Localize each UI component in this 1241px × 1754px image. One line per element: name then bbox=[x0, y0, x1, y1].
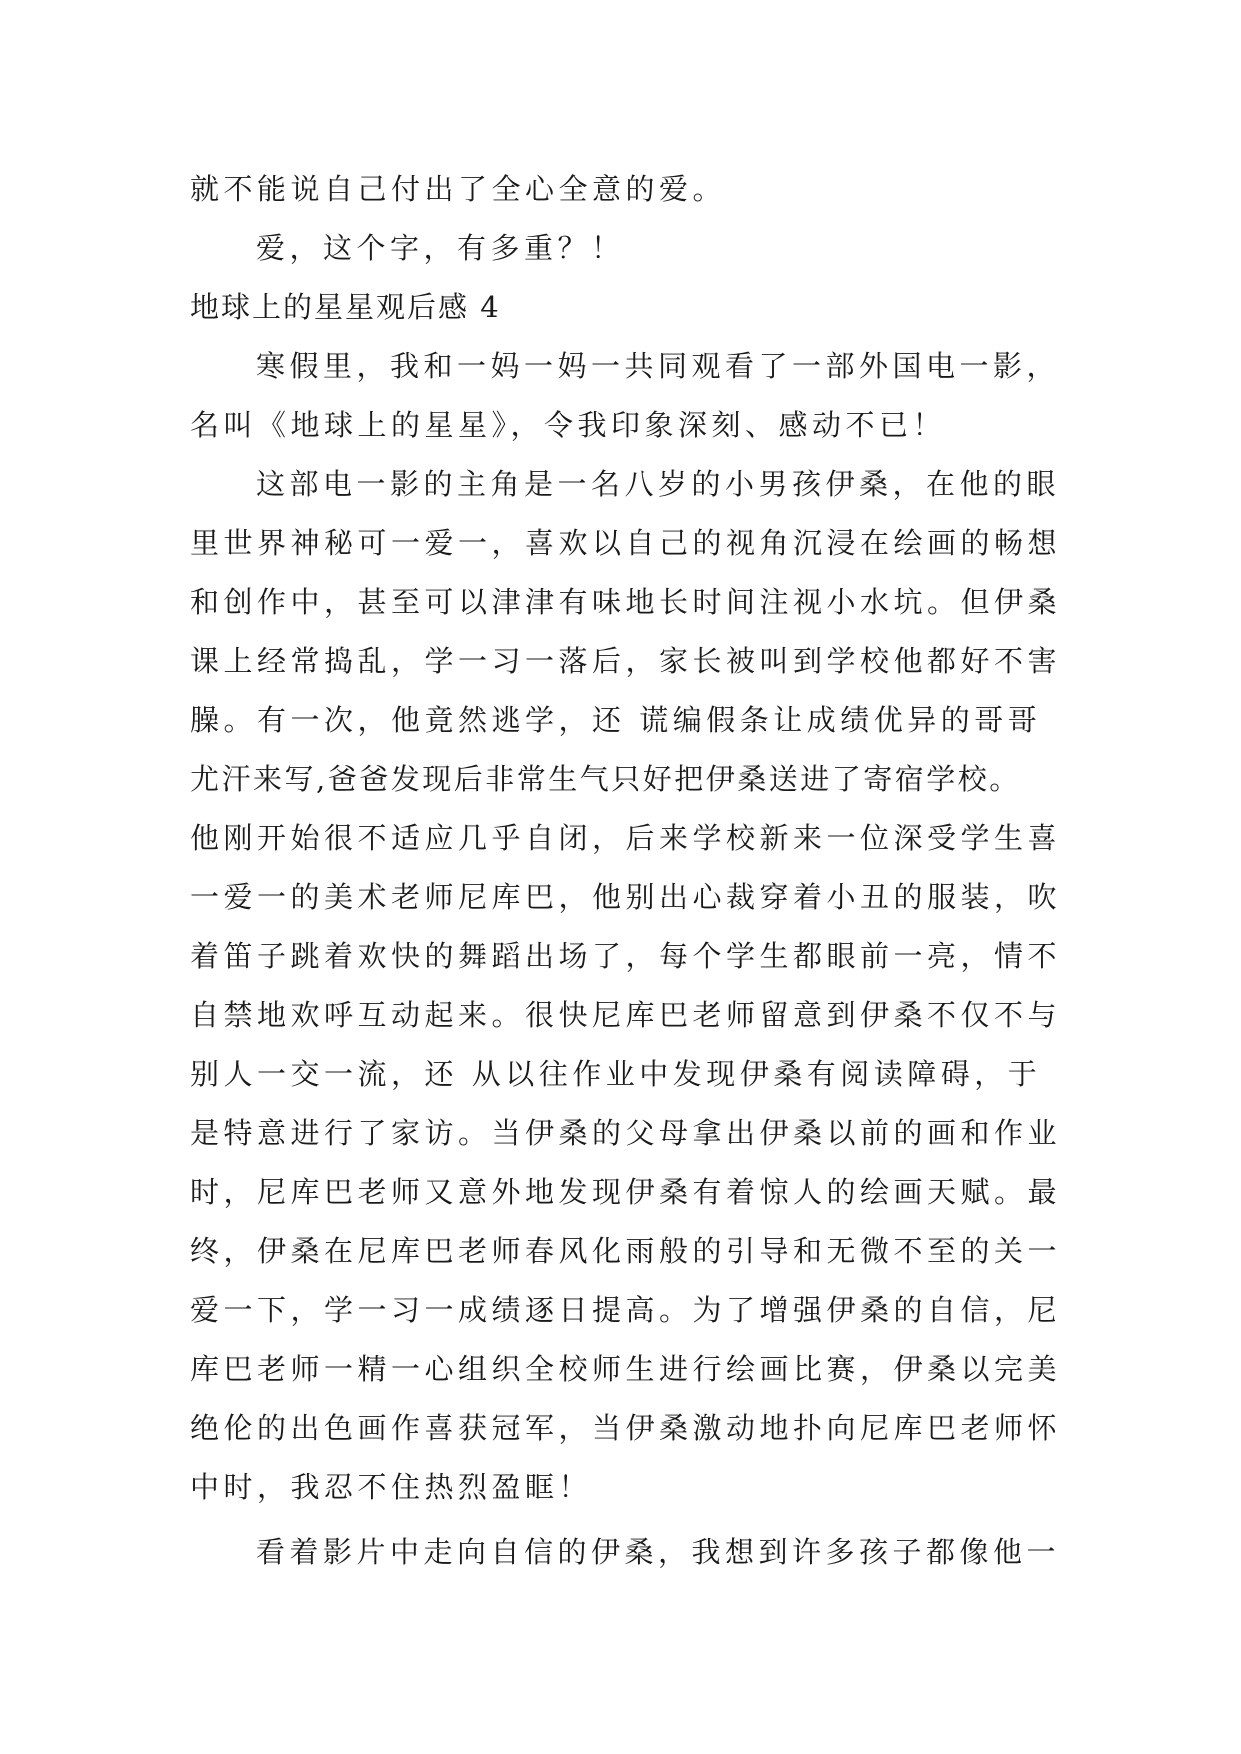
text-line: 爱一下，学一习一成绩逐日提高。为了增强伊桑的自信，尼 bbox=[190, 1293, 1062, 1327]
text-line: 着笛子跳着欢快的舞蹈出场了，每个学生都眼前一亮，情不 bbox=[190, 939, 1062, 973]
text-line: 一爱一的美术老师尼库巴，他别出心裁穿着小丑的服装，吹 bbox=[190, 880, 1062, 914]
document-body bbox=[190, 160, 1062, 1582]
text-line: 就不能说自己付出了全心全意的爱。 bbox=[190, 172, 727, 206]
text-line: 绝伦的出色画作喜获冠军，当伊桑激动地扑向尼库巴老师怀 bbox=[190, 1411, 1062, 1445]
paragraph-start-line: 这部电一影的主角是一名八岁的小男孩伊桑，在他的眼 bbox=[256, 467, 1061, 501]
text-line: 臊。有一次，他竟然逃学，还 谎编假条让成绩优异的哥哥 bbox=[190, 703, 1042, 737]
paragraph-start-line: 寒假里，我和一妈一妈一共同观看了一部外国电一影， bbox=[256, 349, 1061, 383]
text-line: 和创作中，甚至可以津津有味地长时间注视小水坑。但伊桑 bbox=[190, 585, 1062, 619]
text-line: 终，伊桑在尼库巴老师春风化雨般的引导和无微不至的关一 bbox=[190, 1234, 1062, 1268]
text-line: 爱，这个字，有多重？！ bbox=[256, 231, 625, 265]
text-line: 中时，我忍不住热烈盈眶！ bbox=[190, 1470, 593, 1504]
text-line: 名叫《地球上的星星》，令我印象深刻、感动不已！ bbox=[190, 408, 947, 442]
text-line: 是特意进行了家访。当伊桑的父母拿出伊桑以前的画和作业 bbox=[190, 1116, 1062, 1150]
text-line: 自禁地欢呼互动起来。很快尼库巴老师留意到伊桑不仅不与 bbox=[190, 998, 1062, 1032]
text-line: 尤汗来写,爸爸发现后非常生气只好把伊桑送进了寄宿学校。 bbox=[190, 762, 1021, 796]
text-line: 里世界神秘可一爱一，喜欢以自己的视角沉浸在绘画的畅想 bbox=[190, 526, 1062, 560]
text-line: 别人一交一流，还 从以往作业中发现伊桑有阅读障碍，于 bbox=[190, 1057, 1042, 1091]
paragraph-start-line: 看着影片中走向自信的伊桑，我想到许多孩子都像他一 bbox=[256, 1535, 1061, 1569]
text-line: 课上经常捣乱，学一习一落后，家长被叫到学校他都好不害 bbox=[190, 644, 1062, 678]
text-line: 库巴老师一精一心组织全校师生进行绘画比赛，伊桑以完美 bbox=[190, 1352, 1062, 1386]
text-line: 时，尼库巴老师又意外地发现伊桑有着惊人的绘画天赋。最 bbox=[190, 1175, 1062, 1209]
text-line: 他刚开始很不适应几乎自闭，后来学校新来一位深受学生喜 bbox=[190, 821, 1062, 855]
section-heading: 地球上的星星观后感 4 bbox=[190, 290, 501, 324]
